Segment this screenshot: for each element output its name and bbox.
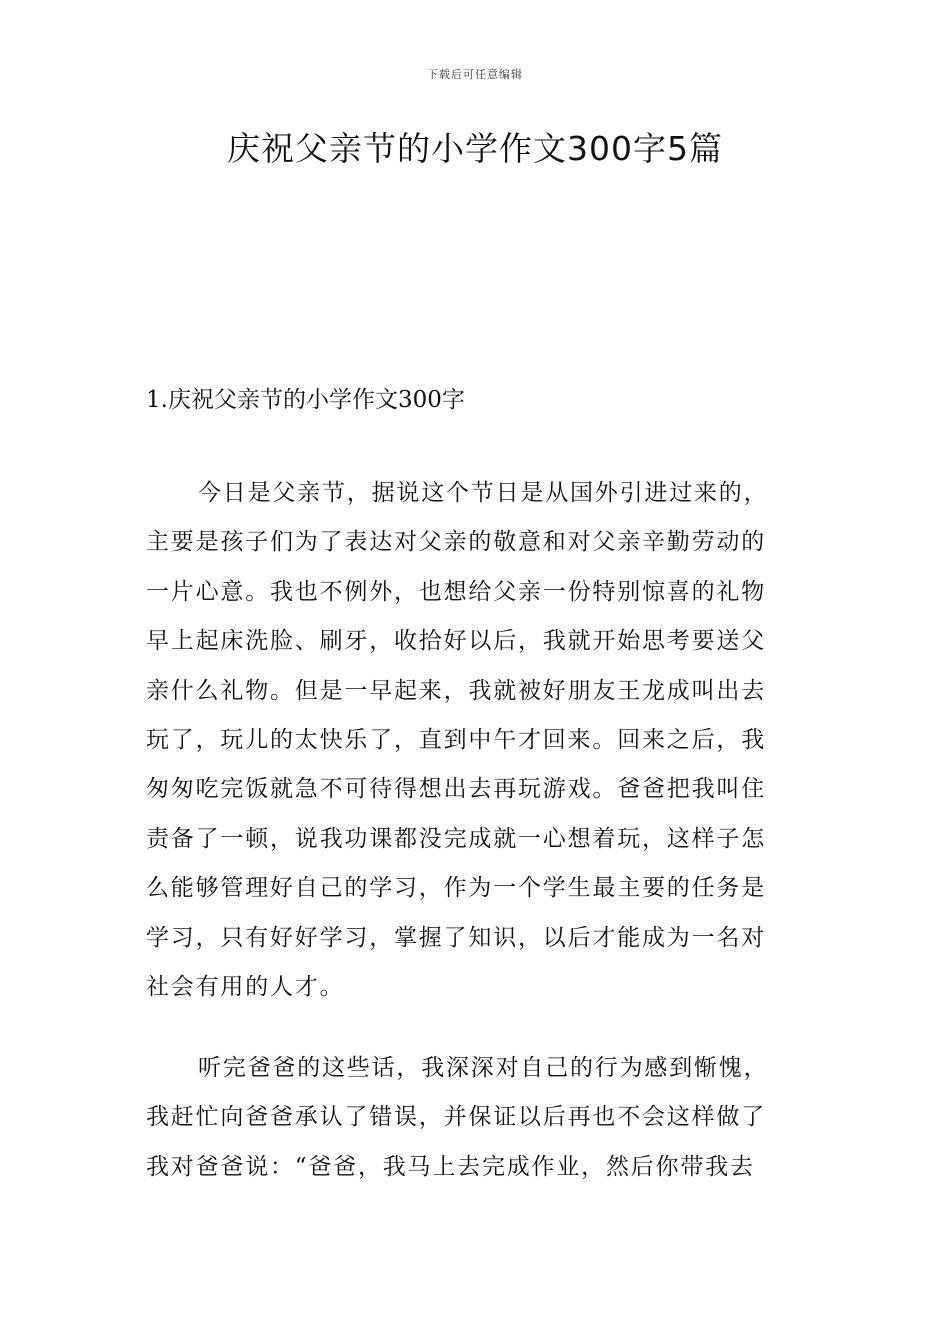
paragraph-line: 社会有用的人才。: [146, 973, 345, 1000]
paragraph-line: 么能够管理好自己的学习，作为一个学生最主要的任务是: [146, 875, 766, 902]
paragraph-line: 主要是孩子们为了表达对父亲的敬意和对父亲辛勤劳动的: [146, 529, 766, 556]
paragraph-line: 我赶忙向爸爸承认了错误，并保证以后再也不会这样做了: [146, 1104, 766, 1131]
section-heading: 1.庆祝父亲节的小学作文300字: [146, 387, 465, 413]
paragraph-line: 责备了一顿，说我功课都没完成就一心想着玩，这样子怎: [146, 825, 766, 852]
paragraph-line: 今日是父亲节，据说这个节日是从国外引进过来的，: [198, 480, 769, 506]
paragraph-line: 听完爸爸的这些话，我深深对自己的行为感到惭愧，: [198, 1055, 769, 1081]
paragraph-line: 匆匆吃完饭就急不可待得想出去再玩游戏。爸爸把我叫住: [146, 776, 766, 803]
paragraph-line: 一片心意。我也不例外，也想给父亲一份特别惊喜的礼物: [146, 578, 766, 605]
document-title: 庆祝父亲节的小学作文300字5篇: [227, 129, 723, 168]
paragraph-line: 学习，只有好好学习，掌握了知识，以后才能成为一名对: [146, 924, 766, 951]
paragraph-line: 早上起床洗脸、刷牙，收拾好以后，我就开始思考要送父: [146, 628, 766, 655]
paragraph-line: 亲什么礼物。但是一早起来，我就被好朋友王龙成叫出去: [146, 677, 766, 704]
paragraph-line: 我对爸爸说：“爸爸，我马上去完成作业，然后你带我去: [146, 1153, 755, 1180]
header-note: 下载后可任意编辑: [427, 68, 523, 81]
paragraph-2: [146, 1044, 806, 1192]
paragraph-line: 玩了，玩儿的太快乐了，直到中午才回来。回来之后，我: [146, 726, 766, 753]
paragraph-1: [146, 469, 806, 1012]
